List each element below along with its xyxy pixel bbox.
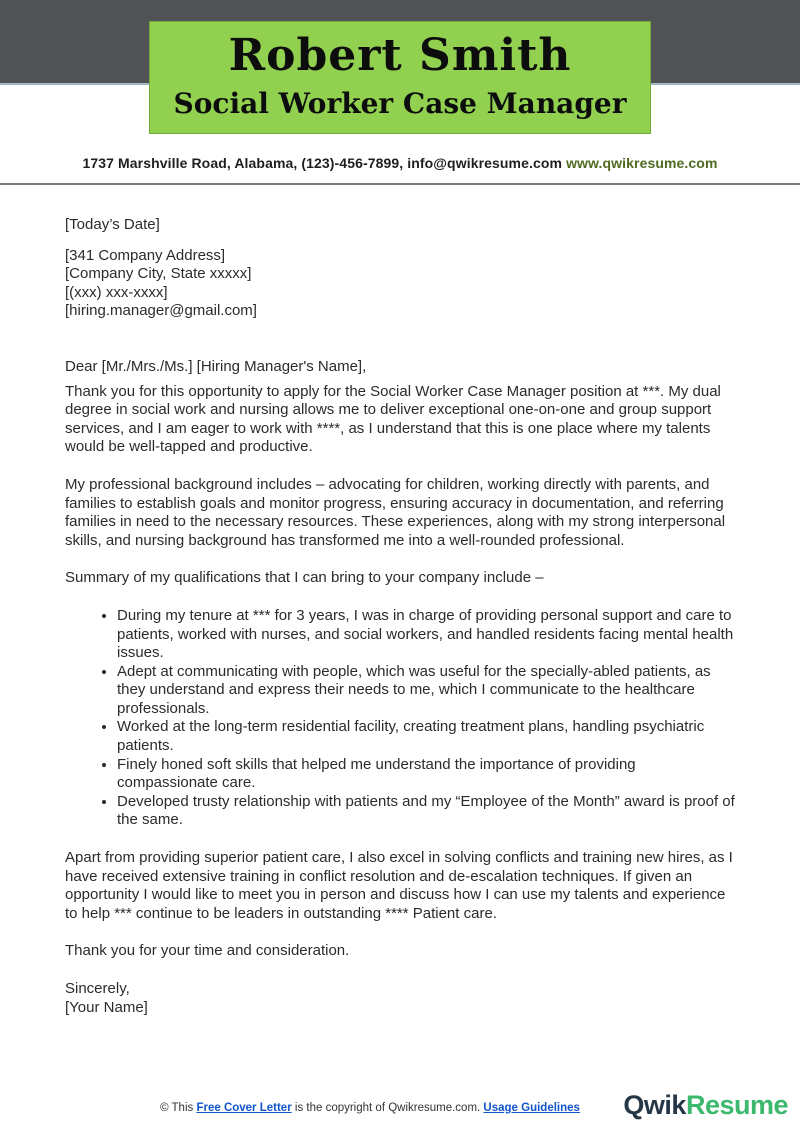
qualification-item: • Finely honed soft skills that helped me understand the importance of providing compassionate care. <box>117 756 737 793</box>
name-plate <box>149 21 651 134</box>
contact-line <box>0 155 800 171</box>
qualifications-list <box>65 607 737 830</box>
header-band <box>0 0 800 120</box>
logo-resume-text: Resume <box>685 1090 788 1120</box>
qualification-item: • Adept at communicating with people, which was useful for the specially-abled patients, as they understand and express their needs to me, which I communicate to the healthcare professionals. <box>117 663 737 719</box>
signoff-block <box>65 980 737 1017</box>
letter-body <box>0 185 800 1017</box>
qualification-item: • Developed trusty relationship with patients and my “Employee of the Month” award is proof of the same. <box>117 793 737 830</box>
address-line: [Company City, State xxxxx] <box>65 265 252 283</box>
logo-qwik-text: Qwik <box>623 1090 686 1120</box>
qualification-item: • During my tenure at *** for 3 years, I was in charge of providing personal support and care to patients, worked with nurses, and social workers, and handled residents facing mental health issues. <box>117 607 737 663</box>
website-link[interactable]: www.qwikresume.com <box>566 155 718 171</box>
copyright-prefix: © This <box>160 1102 197 1114</box>
usage-guidelines-link[interactable]: Usage Guidelines <box>483 1102 580 1114</box>
qualifications-intro: Summary of my qualifications that I can bring to your company include – <box>65 569 544 587</box>
copyright-middle: is the copyright of Qwikresume.com. <box>291 1102 484 1114</box>
thanks-line: Thank you for your time and consideration. <box>65 942 350 960</box>
address-line: [(xxx) xxx-xxxx] <box>65 283 168 301</box>
date-line: [Today’s Date] <box>65 216 160 233</box>
signature-placeholder: [Your Name] <box>65 998 148 1016</box>
person-name: Robert Smith <box>228 30 572 81</box>
paragraph-closing: Apart from providing superior patient care, I also excel in solving conflicts and training new hires, as I have received extensive training in conflict resolution and de-escalation techniques. If given an opportunity I would like to meet you in person and discuss how I can use my talents and experience to help *** continue to be leaders in outstanding **** Patient care. <box>65 849 733 922</box>
person-title: Social Worker Case Manager <box>173 87 627 120</box>
free-cover-letter-link[interactable]: Free Cover Letter <box>196 1102 292 1114</box>
paragraph-background: My professional background includes – advocating for children, working directly with parents, and families to establish goals and monitor progress, ensuring accuracy in documentation, and referring families in need to the necessary resources. These experiences, along with my strong interpersonal skills, and nursing background has transformed me into a well-rounded professional. <box>65 475 726 549</box>
salutation: Dear [Mr./Mrs./Ms.] [Hiring Manager's Name], <box>65 357 367 375</box>
qualification-item: • Worked at the long-term residential facility, creating treatment plans, handling psychiatric patients. <box>117 718 737 755</box>
contact-info: 1737 Marshville Road, Alabama, (123)-456-7899, info@qwikresume.com <box>82 155 563 171</box>
address-line: [hiring.manager@gmail.com] <box>65 302 257 320</box>
recipient-address-block <box>65 247 737 321</box>
signoff: Sincerely, <box>65 980 130 997</box>
address-line: [341 Company Address] <box>65 246 226 264</box>
qwikresume-logo <box>623 1090 788 1121</box>
paragraph-intro: Thank you for this opportunity to apply for the Social Worker Case Manager position at ***. My dual degree in social work and nursing allows me to deliver exceptional one-on-one and group support services, and I am eager to work with ****, as I understand that this is one place where my talents would be well-tapped and productive. <box>65 382 721 456</box>
